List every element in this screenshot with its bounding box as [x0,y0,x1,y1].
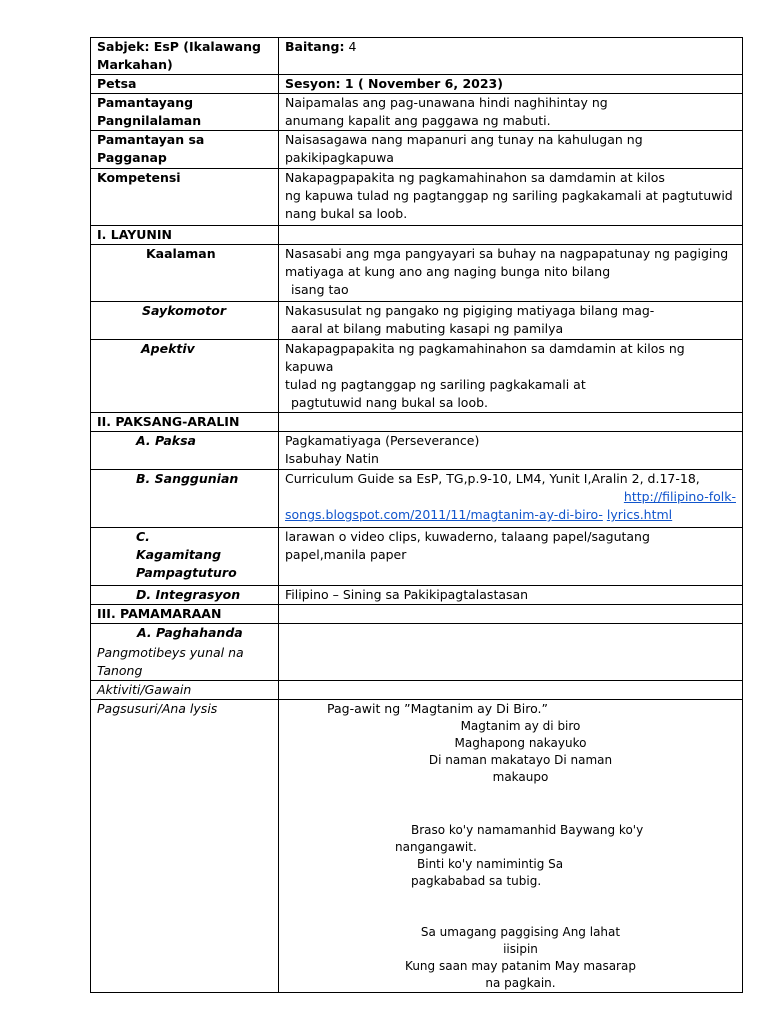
row-kaalaman [91,245,743,302]
pangmotibeys-label: Pangmotibeys yunal na Tanong [97,645,244,678]
pamantayang-label: Pamantayang Pangnilalaman [91,94,279,131]
kagamitan-line: larawan o video clips, kuwaderno, talaang papel/sagutang [285,529,650,544]
song-line: iisipin [503,942,538,956]
row-paghahanda [91,624,743,681]
song-cell [279,700,743,993]
song-line: Di naman makatayo Di naman [428,753,613,767]
petsa-label: Petsa [91,75,279,94]
apektiv-line: pagtutuwid nang bukal sa loob. [291,395,488,410]
paghahanda-label: A. Paghahanda [137,625,243,640]
sanggunian-line: Curriculum Guide sa EsP, TG,p.9-10, LM4, Yunit I,Aralin 2, d.17-18, [285,471,700,486]
pamamaraan-label: III. PAMAMARAAN [91,605,279,624]
pagsusuri-label: Pagsusuri/Ana lysis [91,700,279,993]
song-line: makaupo [492,770,549,784]
saykomotor-line: aaral at bilang mabuting kasapi ng pamilya [291,321,564,336]
sesyon-value: Sesyon: 1 ( November 6, 2023) [279,75,743,94]
baitang-cell [279,38,743,75]
sanggunian-label: B. Sanggunian [91,470,279,528]
apektiv-value [279,340,743,413]
row-saykomotor [91,302,743,340]
kagamitan-line: papel,manila paper [285,547,407,562]
kagamitan-label-line: C. [136,529,150,544]
empty-cell [279,413,743,432]
sanggunian-value [279,470,743,528]
song-line: Magtanim ay di biro [460,719,581,733]
empty-cell [279,624,743,681]
row-sanggunian [91,470,743,528]
pagganap-line: Naisasagawa nang mapanuri ang tunay na kahulugan ng [285,132,643,147]
sabjek-label: Sabjek: EsP (Ikalawang Markahan) [91,38,279,75]
pagganap-label: Pamantayan sa Pagganap [91,131,279,169]
kagamitan-label-line: Pampagtuturo [136,565,237,580]
empty-cell [279,226,743,245]
row-pamantayang [91,94,743,131]
pagganap-line: pakikipagkapuwa [285,150,394,165]
integrasyon-label: D. Integrasyon [91,586,279,605]
song-stanza [285,718,736,786]
baitang-label: Baitang: [285,39,345,54]
pamantayang-value [279,94,743,131]
kompetensi-value [279,169,743,226]
row-pagsusuri [91,700,743,993]
song-line: na pagkain. [485,976,556,990]
song-line: pagkababad sa tubig. [411,874,542,888]
saykomotor-label: Saykomotor [91,302,279,340]
kompetensi-label: Kompetensi [91,169,279,226]
kompetensi-line: ng kapuwa tulad ng pagtanggap ng sariling pagkakamali at pagtutuwid [285,188,733,203]
row-kagamitan [91,528,743,586]
song-intro: Pag-awit ng ”Magtanim ay Di Biro.” [327,701,548,716]
sanggunian-link[interactable]: songs.blogspot.com/2011/11/magtanim-ay-di-biro- [285,507,603,522]
row-sabjek [91,38,743,75]
pamantayang-line: Naipamalas ang pag-unawana hindi naghihintay ng [285,95,608,110]
row-petsa [91,75,743,94]
kompetensi-line: nang bukal sa loob. [285,206,408,221]
integrasyon-value: Filipino – Sining sa Pakikipagtalastasan [279,586,743,605]
apektiv-line: tulad ng pagtanggap ng sariling pagkakamali at [285,377,586,392]
baitang-value: 4 [348,39,357,54]
kaalaman-label: Kaalaman [91,245,279,302]
paksa-value [279,432,743,470]
row-pagganap [91,131,743,169]
paksa-line: Isabuhay Natin [285,451,379,466]
lesson-plan-table [90,37,743,993]
kaalaman-line: Nasasabi ang mga pangyayari sa buhay na nagpapatunay ng pagiging [285,246,729,261]
apektiv-label: Apektiv [91,340,279,413]
row-layunin [91,226,743,245]
pagganap-value [279,131,743,169]
paghahanda-cell [91,624,279,681]
aktiviti-label: Aktiviti/Gawain [91,681,279,700]
paksa-label: A. Paksa [91,432,279,470]
kaalaman-value [279,245,743,302]
song-stanza [285,924,736,992]
sanggunian-link[interactable]: lyrics.html [606,507,673,522]
song-line: Kung saan may patanim May masarap [405,959,636,973]
row-pamamaraan [91,605,743,624]
kagamitan-value [279,528,743,586]
song-line: Sa umagang paggising Ang lahat [420,925,621,939]
saykomotor-line: Nakasusulat ng pangako ng pigiging matiyaga bilang mag- [285,303,655,318]
row-paksang-aralin [91,413,743,432]
row-paksa [91,432,743,470]
paksang-aralin-label: II. PAKSANG-ARALIN [91,413,279,432]
row-apektiv [91,340,743,413]
row-integrasyon [91,586,743,605]
song-line: Maghapong nakayuko [454,736,587,750]
kagamitan-label-line: Kagamitang [136,547,222,562]
layunin-label: I. LAYUNIN [91,226,279,245]
song-line: nangangawit. [395,840,477,854]
saykomotor-value [279,302,743,340]
apektiv-line: Nakapagpapakita ng pagkamahinahon sa damdamin at kilos ng kapuwa [285,341,685,374]
kaalaman-line: isang tao [291,282,349,297]
empty-cell [279,605,743,624]
pamantayang-line: anumang kapalit ang paggawa ng mabuti. [285,113,551,128]
song-stanza [285,822,736,890]
kompetensi-line: Nakapagpapakita ng pagkamahinahon sa damdamin at kilos [285,170,665,185]
row-kompetensi [91,169,743,226]
song-line: Braso ko'y namamanhid Baywang ko'y [411,823,644,837]
empty-cell [279,681,743,700]
song-line: Binti ko'y namimintig Sa [417,857,564,871]
kagamitan-label [91,528,279,586]
kaalaman-line: matiyaga at kung ano ang naging bunga nito bilang [285,264,611,279]
paksa-line: Pagkamatiyaga (Perseverance) [285,433,480,448]
row-aktiviti [91,681,743,700]
sanggunian-link[interactable]: http://filipino-folk- [623,489,736,504]
